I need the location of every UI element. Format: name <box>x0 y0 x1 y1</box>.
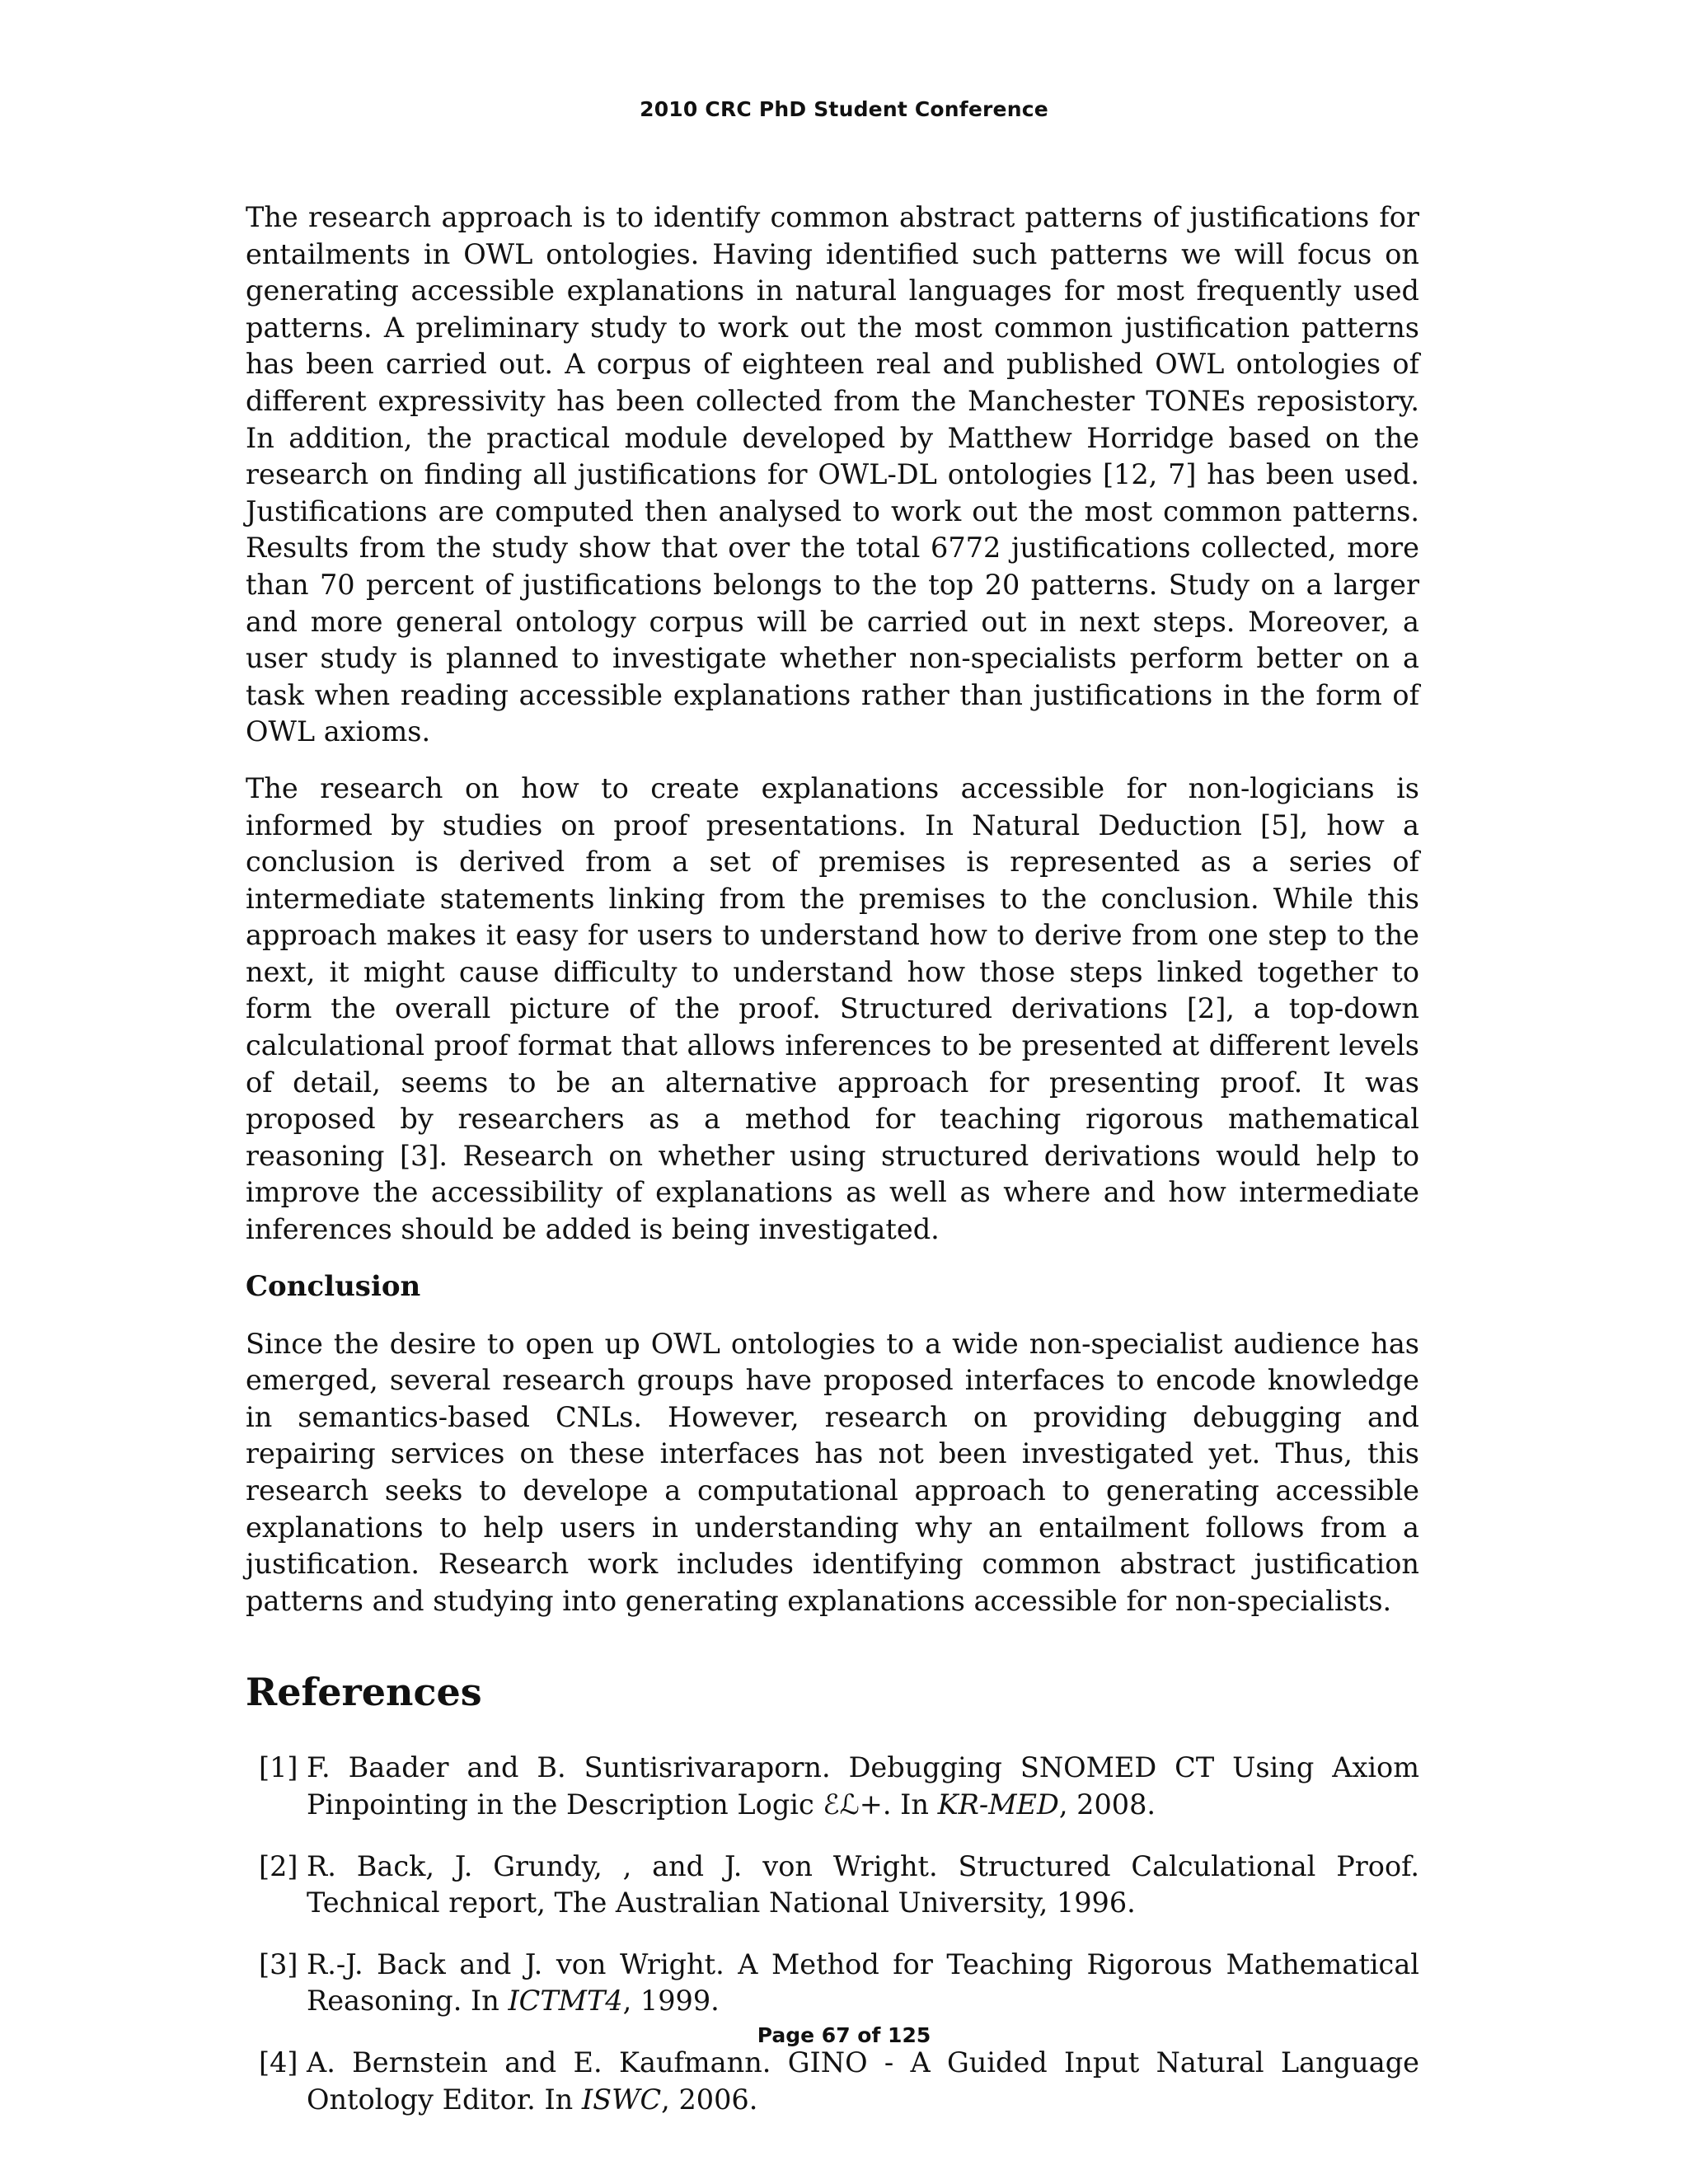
reference-item-4 <box>246 2045 1419 2118</box>
reference-item-3 <box>246 1947 1419 2020</box>
reference-label: [3] <box>259 1947 298 1980</box>
reference-list <box>246 1750 1419 2118</box>
reference-label: [4] <box>259 2046 298 2079</box>
reference-item-2 <box>246 1849 1419 1922</box>
reference-text: R.-J. Back and J. von Wright. A Method for Teaching Rigorous Mathematical Reasoning. In ICTMT4, 1999. <box>307 1947 1419 2018</box>
page-content <box>246 199 1419 2143</box>
paragraph-proof-presentation: The research on how to create explanations accessible for non-logicians is informed by studies on proof presentations. In Natural Deduction [5], how a conclusion is derived from a set of premises is represented as a series of intermediate statements linking from the premises to the conclusion. While this approach makes it easy for users to understand how to derive from one step to the next, it might cause difficulty to understand how those steps linked together to form the overall picture of the proof. Structured derivations [2], a top-down calculational proof format that allows inferences to be presented at different levels of detail, seems to be an alternative approach for presenting proof. It was proposed by researchers as a method for teaching rigorous mathematical reasoning [3]. Research on whether using structured derivations would help to improve the accessibility of explanations as well as where and how intermediate inferences should be added is being investigated. <box>246 771 1419 1246</box>
reference-text: F. Baader and B. Suntisrivaraporn. Debugging SNOMED CT Using Axiom Pinpointing in the Description Logic ℰℒ+. In KR-MED, 2008. <box>307 1751 1419 1821</box>
reference-item-1 <box>246 1750 1419 1823</box>
paragraph-conclusion: Since the desire to open up OWL ontologies to a wide non-specialist audience has emerged, several research groups have proposed interfaces to encode knowledge in semantics-based CNLs. However, research on providing debugging and repairing services on these interfaces has not been investigated yet. Thus, this research seeks to develope a computational approach to generating accessible explanations to help users in understanding why an entailment follows from a justification. Research work includes identifying common abstract justification patterns and studying into generating explanations accessible for non-specialists. <box>246 1327 1419 1617</box>
running-header: 2010 CRC PhD Student Conference <box>640 97 1048 121</box>
reference-label: [1] <box>259 1751 298 1784</box>
reference-text: A. Bernstein and E. Kaufmann. GINO - A Guided Input Natural Language Ontology Editor. In ISWC, 2006. <box>307 2046 1419 2116</box>
page-number: Page 67 of 125 <box>757 2023 931 2047</box>
conclusion-heading: Conclusion <box>246 1269 421 1303</box>
reference-text: R. Back, J. Grundy, , and J. von Wright. Structured Calculational Proof. Technical report, The Australian National University, 1996. <box>307 1849 1419 1919</box>
references-heading: References <box>246 1670 482 1715</box>
paragraph-research-approach: The research approach is to identify common abstract patterns of justifications for entailments in OWL ontologies. Having identified such patterns we will focus on generating accessible explanations in natural languages for most frequently used patterns. A preliminary study to work out the most common justification patterns has been carried out. A corpus of eighteen real and published OWL ontologies of different expressivity has been collected from the Manchester TONEs reposistory. In addition, the practical module developed by Matthew Horridge based on the research on finding all justifications for OWL-DL ontologies [12, 7] has been used. Justifications are computed then analysed to work out the most common patterns. Results from the study show that over the total 6772 justifications collected, more than 70 percent of justifications belongs to the top 20 patterns. Study on a larger and more general ontology corpus will be carried out in next steps. Moreover, a user study is planned to investigate whether non-specialists perform better on a task when reading accessible explanations rather than justifications in the form of OWL axioms. <box>246 201 1419 748</box>
reference-label: [2] <box>259 1849 298 1882</box>
